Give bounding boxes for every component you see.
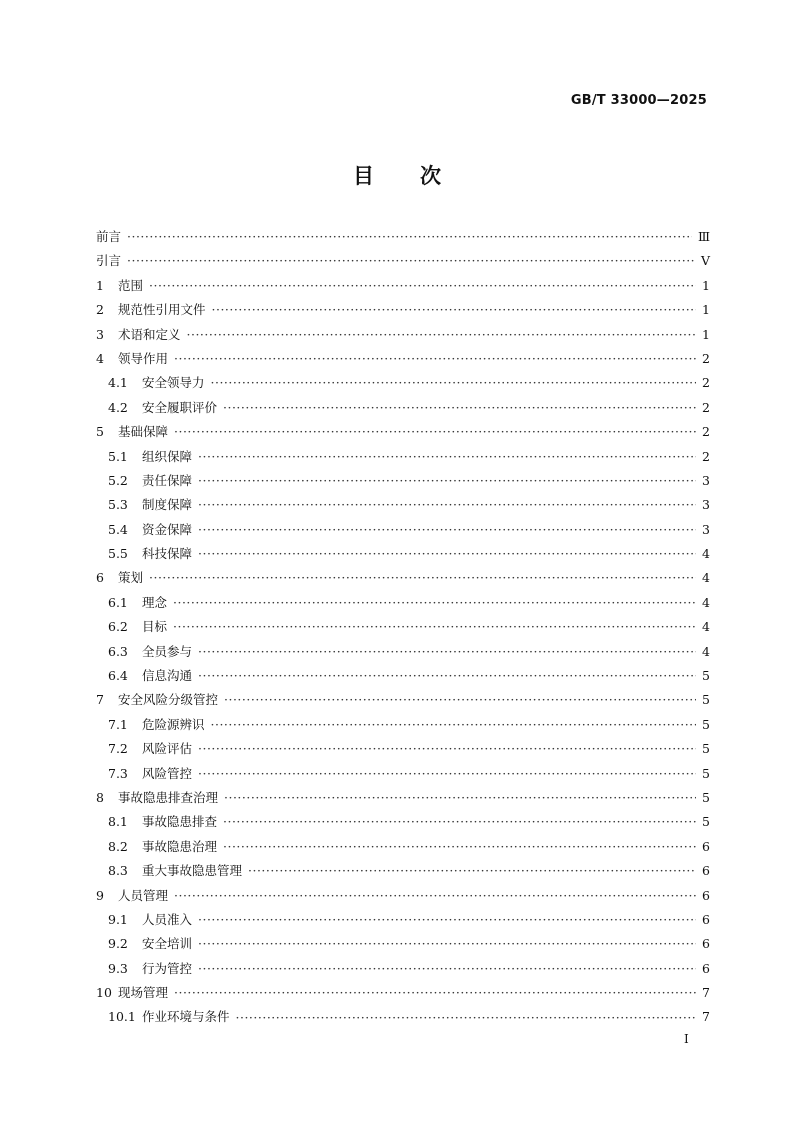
toc-leader-dots xyxy=(174,420,696,444)
toc-leader-dots xyxy=(198,445,696,469)
toc-entry[interactable] xyxy=(96,786,710,810)
toc-entry-number: 5.5 xyxy=(108,546,128,562)
toc-entry-label: 信息沟通 xyxy=(142,668,193,684)
toc-entry-page: 6 xyxy=(702,863,710,879)
toc-entry-number: 7.2 xyxy=(108,741,128,757)
toc-entry[interactable] xyxy=(96,640,710,664)
toc-entry[interactable] xyxy=(96,810,710,834)
toc-entry-label: 制度保障 xyxy=(142,497,193,513)
toc-entry-label: 术语和定义 xyxy=(118,326,181,342)
toc-entry[interactable] xyxy=(96,518,710,542)
toc-entry-number: 4.2 xyxy=(108,399,128,415)
toc-entry-page: 6 xyxy=(702,911,710,927)
toc-entry-label: 规范性引用文件 xyxy=(118,302,206,318)
toc-entry[interactable] xyxy=(96,298,710,322)
toc-entry[interactable] xyxy=(96,274,710,298)
toc-entry-number: 6.3 xyxy=(108,643,128,659)
toc-leader-dots xyxy=(224,786,696,810)
toc-leader-dots xyxy=(127,225,692,249)
toc-entry-label: 资金保障 xyxy=(142,521,193,537)
toc-entry-page: 2 xyxy=(702,448,710,464)
toc-leader-dots xyxy=(224,688,696,712)
toc-entry-page: 3 xyxy=(702,472,710,488)
toc-leader-dots xyxy=(212,298,696,322)
toc-leader-dots xyxy=(173,591,696,615)
toc-entry-page: Ⅴ xyxy=(700,253,710,269)
toc-leader-dots xyxy=(248,859,696,883)
toc-entry-number: 4.1 xyxy=(108,375,128,391)
toc-leader-dots xyxy=(198,469,696,493)
toc-leader-dots xyxy=(223,396,696,420)
toc-entry-number: 9.2 xyxy=(108,936,128,952)
toc-entry-page: 6 xyxy=(702,936,710,952)
footer-page-number: I xyxy=(684,1032,689,1046)
toc-entry[interactable] xyxy=(96,981,710,1005)
toc-entry-number: 6.4 xyxy=(108,668,128,684)
toc-entry[interactable] xyxy=(96,737,710,761)
toc-entry[interactable] xyxy=(96,615,710,639)
toc-entry-label: 重大事故隐患管理 xyxy=(142,863,243,879)
toc-entry-page: 5 xyxy=(702,692,710,708)
toc-entry[interactable] xyxy=(96,347,710,371)
toc-leader-dots xyxy=(236,1006,696,1030)
toc-entry[interactable] xyxy=(96,957,710,981)
toc-entry-number: 8.3 xyxy=(108,863,128,879)
toc-entry[interactable] xyxy=(96,420,710,444)
toc-entry-number: 7.3 xyxy=(108,765,128,781)
toc-leader-dots xyxy=(198,957,696,981)
toc-leader-dots xyxy=(174,884,696,908)
toc-entry-page: 2 xyxy=(702,399,710,415)
toc-entry-page: 7 xyxy=(702,985,710,1001)
toc-entry-page: 5 xyxy=(702,741,710,757)
toc-leader-dots xyxy=(174,981,696,1005)
toc-entry-page: 5 xyxy=(702,765,710,781)
toc-entry-number: 5.3 xyxy=(108,497,128,513)
toc-entry-number: 7 xyxy=(96,692,104,708)
toc-leader-dots xyxy=(223,810,696,834)
toc-entry[interactable] xyxy=(96,591,710,615)
toc-entry[interactable] xyxy=(96,542,710,566)
toc-entry[interactable] xyxy=(96,566,710,590)
toc-entry[interactable] xyxy=(96,688,710,712)
toc-entry-page: 4 xyxy=(702,546,710,562)
toc-entry-label: 理念 xyxy=(142,594,168,610)
toc-leader-dots xyxy=(198,932,696,956)
toc-entry[interactable] xyxy=(96,225,710,249)
toc-leader-dots xyxy=(173,615,696,639)
toc-entry-number: 8.1 xyxy=(108,814,128,830)
toc-entry-page: 1 xyxy=(702,277,710,293)
toc-entry-page: 5 xyxy=(702,716,710,732)
toc-entry-label: 事故隐患排查治理 xyxy=(118,789,219,805)
toc-entry[interactable] xyxy=(96,884,710,908)
toc-entry-page: 1 xyxy=(702,326,710,342)
toc-leader-dots xyxy=(149,566,696,590)
toc-entry-number: 6.2 xyxy=(108,619,128,635)
toc-entry-page: 3 xyxy=(702,521,710,537)
toc-entry-number: 7.1 xyxy=(108,716,128,732)
title-char-2: 次 xyxy=(420,163,441,188)
toc-leader-dots xyxy=(223,835,696,859)
toc-entry-label: 事故隐患排查 xyxy=(142,814,218,830)
toc-entry-number: 6 xyxy=(96,570,104,586)
toc-entry-page: 2 xyxy=(702,375,710,391)
toc-entry[interactable] xyxy=(96,249,710,273)
toc-leader-dots xyxy=(211,371,696,395)
toc-entry-page: 5 xyxy=(702,789,710,805)
toc-leader-dots xyxy=(198,737,696,761)
toc-entry-label: 危险源辨识 xyxy=(142,716,205,732)
toc-entry-label: 事故隐患治理 xyxy=(142,838,218,854)
toc-entry-number: 2 xyxy=(96,302,104,318)
toc-leader-dots xyxy=(149,274,696,298)
toc-entry-label: 现场管理 xyxy=(118,985,169,1001)
toc-leader-dots xyxy=(187,323,696,347)
toc-leader-dots xyxy=(198,542,696,566)
page-title xyxy=(0,160,794,190)
toc-entry-label: 范围 xyxy=(118,277,144,293)
toc-entry[interactable] xyxy=(96,859,710,883)
toc-entry-page: Ⅲ xyxy=(697,228,710,244)
toc-entry[interactable] xyxy=(96,1006,710,1030)
toc-entry[interactable] xyxy=(96,396,710,420)
toc-entry-number: 5.2 xyxy=(108,472,128,488)
toc-leader-dots xyxy=(211,713,696,737)
toc-entry-number: 4 xyxy=(96,350,104,366)
toc-entry-page: 4 xyxy=(702,619,710,635)
toc-entry[interactable] xyxy=(96,762,710,786)
toc-entry-label: 目标 xyxy=(142,619,168,635)
toc-entry-label: 安全领导力 xyxy=(142,375,205,391)
toc-entry-page: 7 xyxy=(702,1009,710,1025)
toc-entry[interactable] xyxy=(96,371,710,395)
toc-entry-number: 5.1 xyxy=(108,448,128,464)
toc-entry-label: 责任保障 xyxy=(142,472,193,488)
toc-entry-number: 10 xyxy=(96,985,112,1001)
standard-code: GB/T 33000—2025 xyxy=(570,93,707,108)
toc-entry-number: 10.1 xyxy=(108,1009,136,1025)
toc-entry-label: 引言 xyxy=(96,253,122,269)
toc-entry-label: 风险管控 xyxy=(142,765,193,781)
toc-leader-dots xyxy=(127,249,695,273)
toc-leader-dots xyxy=(198,640,696,664)
toc-entry-label: 人员管理 xyxy=(118,887,169,903)
toc-entry-label: 策划 xyxy=(118,570,144,586)
toc-entry[interactable] xyxy=(96,908,710,932)
toc-entry-page: 6 xyxy=(702,960,710,976)
toc-leader-dots xyxy=(198,518,696,542)
toc-entry-label: 安全风险分级管控 xyxy=(118,692,219,708)
toc-entry-label: 人员准入 xyxy=(142,911,193,927)
toc-entry-number: 9.1 xyxy=(108,911,128,927)
toc-entry-page: 3 xyxy=(702,497,710,513)
toc-entry-page: 5 xyxy=(702,814,710,830)
toc-entry-page: 2 xyxy=(702,350,710,366)
toc-entry-number: 8.2 xyxy=(108,838,128,854)
toc-entry-label: 作业环境与条件 xyxy=(142,1009,230,1025)
toc-entry-label: 领导作用 xyxy=(118,350,169,366)
toc-entry-number: 6.1 xyxy=(108,594,128,610)
toc-entry-number: 5 xyxy=(96,424,104,440)
toc-entry[interactable] xyxy=(96,469,710,493)
table-of-contents xyxy=(96,225,710,1030)
toc-entry[interactable] xyxy=(96,493,710,517)
toc-entry[interactable] xyxy=(96,835,710,859)
toc-entry-page: 5 xyxy=(702,668,710,684)
toc-entry-label: 组织保障 xyxy=(142,448,193,464)
toc-entry-page: 6 xyxy=(702,887,710,903)
toc-leader-dots xyxy=(198,762,696,786)
toc-entry-page: 4 xyxy=(702,643,710,659)
title-char-1: 目 xyxy=(353,163,374,188)
toc-entry[interactable] xyxy=(96,713,710,737)
toc-entry-number: 5.4 xyxy=(108,521,128,537)
toc-entry[interactable] xyxy=(96,323,710,347)
toc-entry-label: 安全培训 xyxy=(142,936,193,952)
toc-entry-number: 9.3 xyxy=(108,960,128,976)
toc-leader-dots xyxy=(198,908,696,932)
toc-entry[interactable] xyxy=(96,932,710,956)
toc-leader-dots xyxy=(198,664,696,688)
toc-entry-number: 8 xyxy=(96,789,104,805)
toc-entry-label: 行为管控 xyxy=(142,960,193,976)
toc-entry-page: 2 xyxy=(702,424,710,440)
toc-leader-dots xyxy=(174,347,696,371)
toc-entry-label: 安全履职评价 xyxy=(142,399,218,415)
toc-entry[interactable] xyxy=(96,445,710,469)
toc-entry-label: 科技保障 xyxy=(142,546,193,562)
toc-entry-number: 1 xyxy=(96,277,104,293)
toc-entry[interactable] xyxy=(96,664,710,688)
toc-entry-label: 基础保障 xyxy=(118,424,169,440)
toc-leader-dots xyxy=(198,493,696,517)
toc-entry-label: 全员参与 xyxy=(142,643,193,659)
toc-entry-label: 前言 xyxy=(96,228,122,244)
toc-entry-page: 1 xyxy=(702,302,710,318)
toc-entry-label: 风险评估 xyxy=(142,741,193,757)
toc-entry-number: 9 xyxy=(96,887,104,903)
toc-entry-page: 4 xyxy=(702,570,710,586)
toc-entry-page: 4 xyxy=(702,594,710,610)
toc-entry-page: 6 xyxy=(702,838,710,854)
toc-entry-number: 3 xyxy=(96,326,104,342)
